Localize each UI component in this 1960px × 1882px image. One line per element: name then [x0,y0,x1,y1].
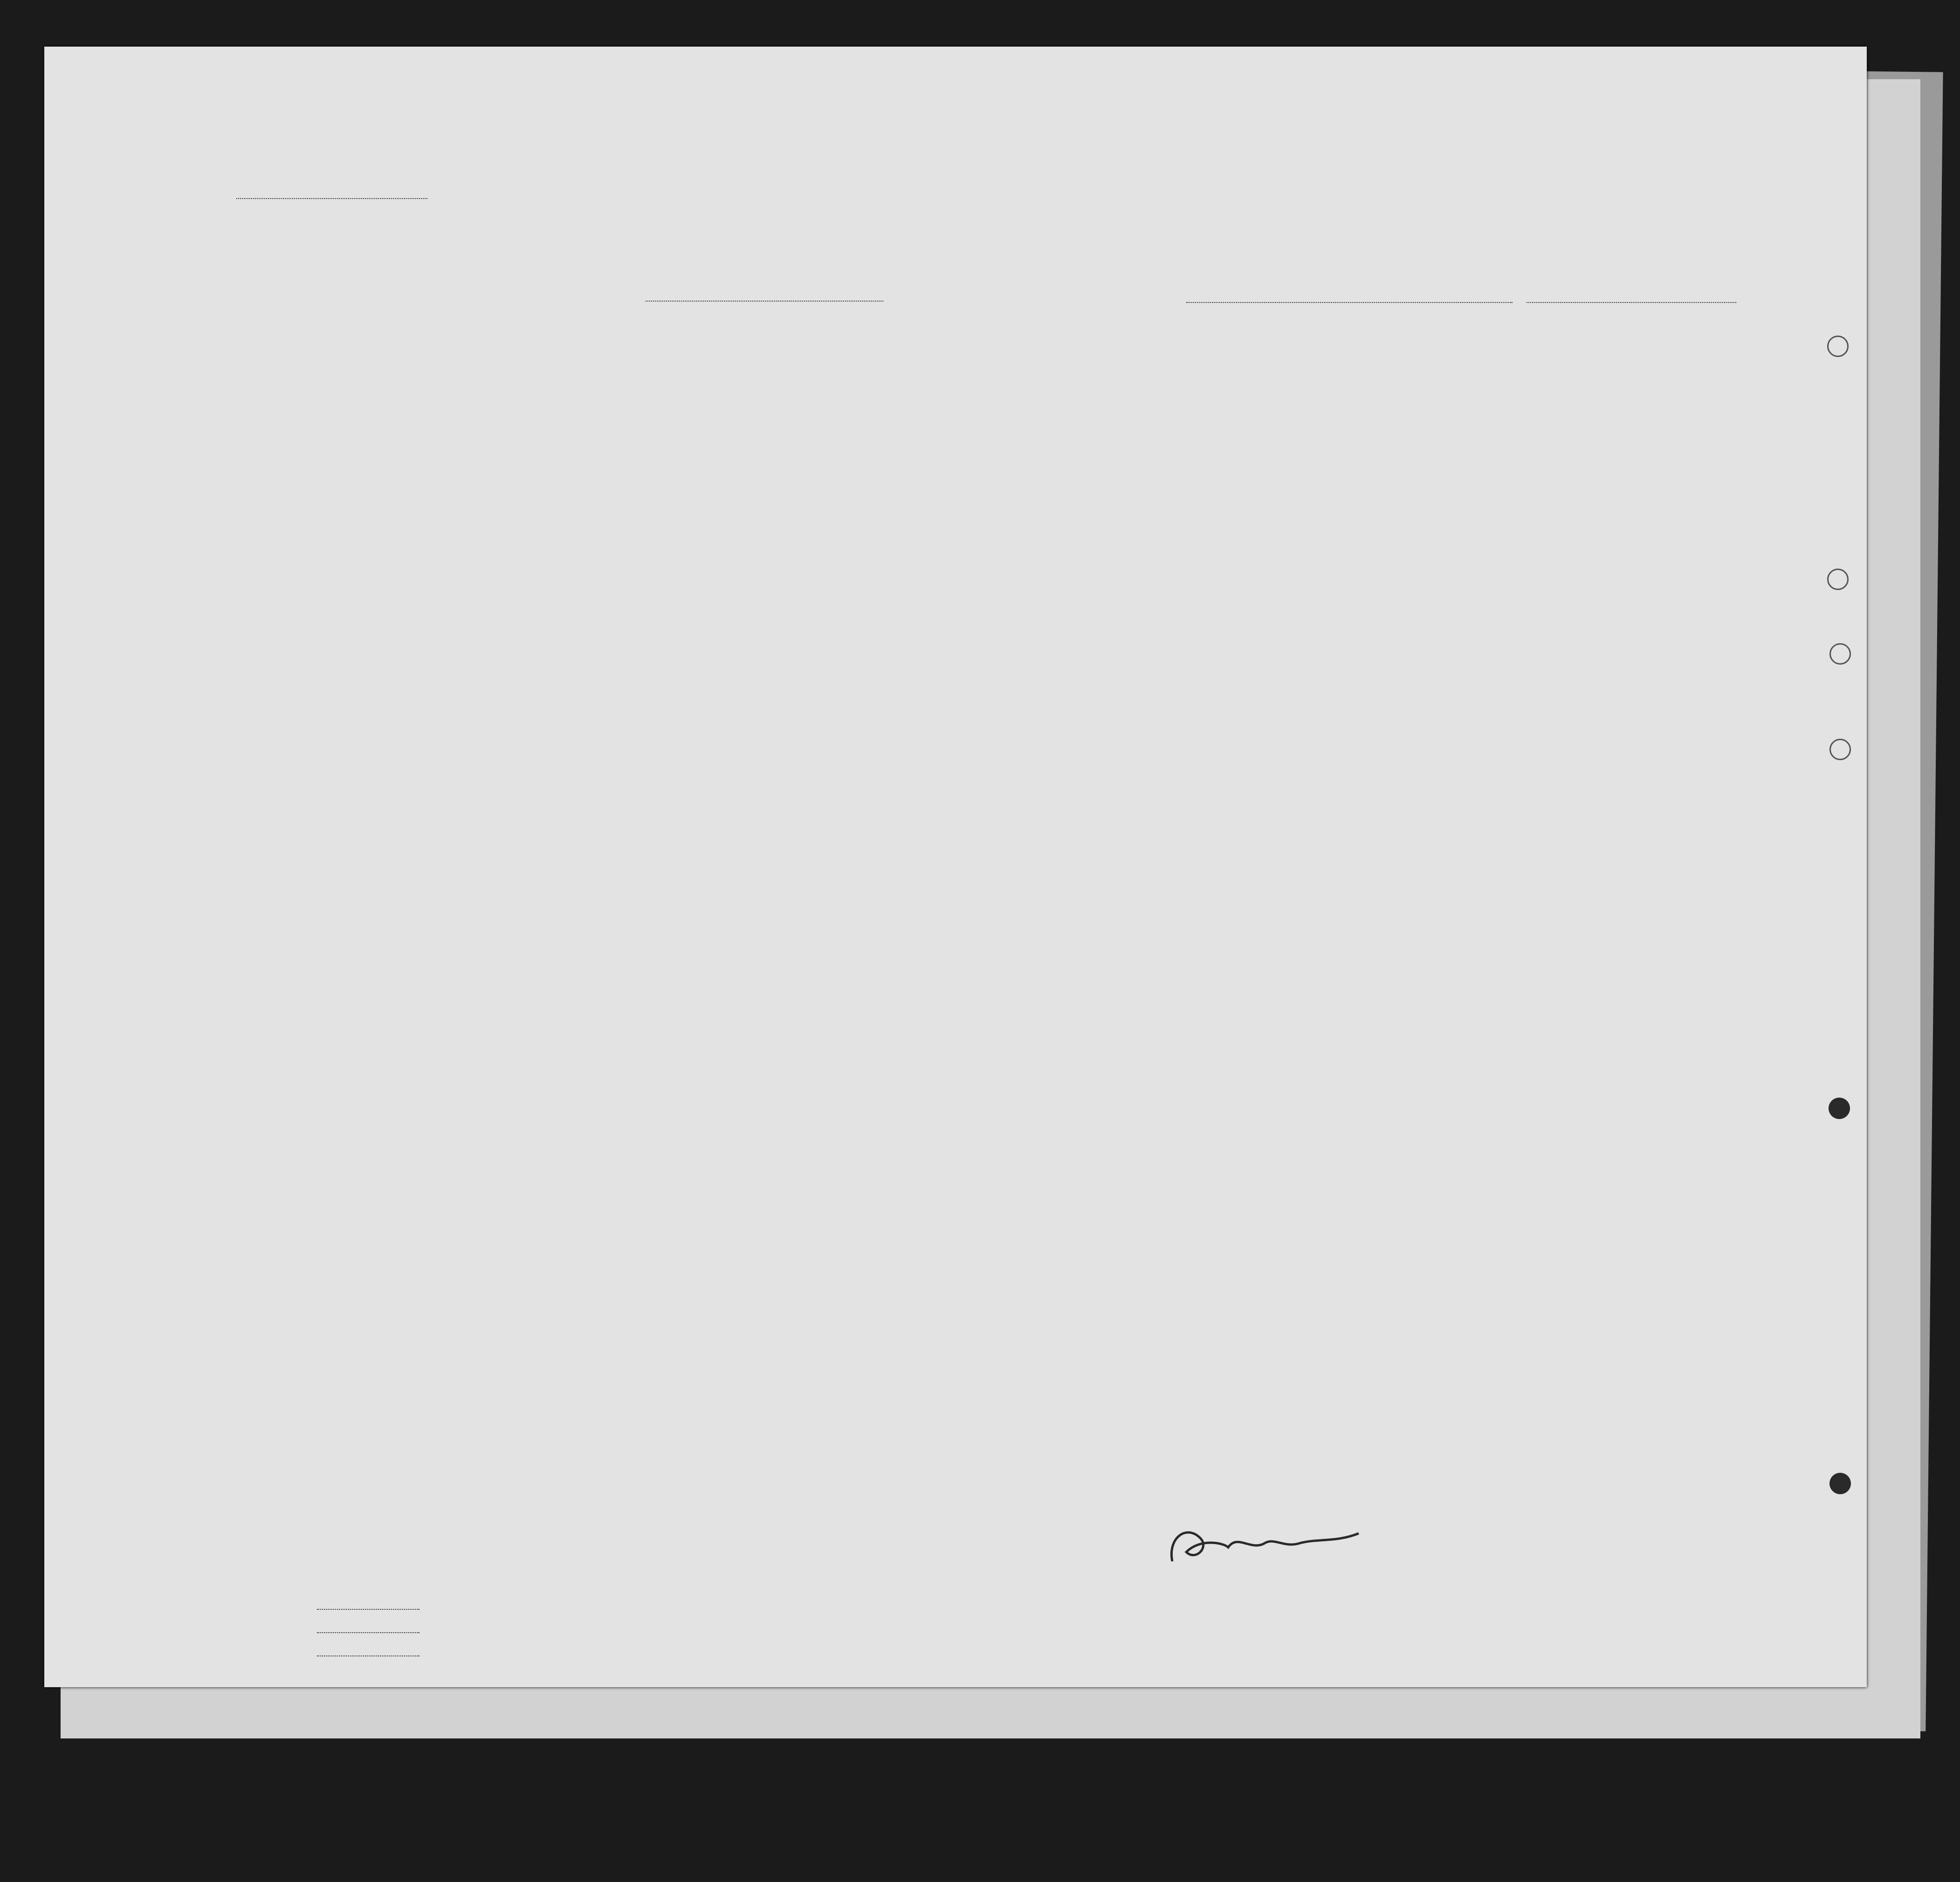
total-line [317,1609,420,1610]
manifest-sheet [44,47,1867,1687]
punch-hole [1829,1473,1851,1494]
list-line [236,198,427,199]
punch-ring [1827,569,1849,590]
citizens-line [317,1632,420,1633]
ship-line [646,301,883,302]
punch-hole [1829,1098,1850,1119]
punch-ring [1829,739,1851,760]
port-line [1186,302,1513,303]
aliens-line [317,1655,420,1656]
punch-ring [1827,336,1849,357]
punch-ring [1829,643,1851,665]
official-signature [1158,1510,1401,1575]
date-line [1527,302,1736,303]
